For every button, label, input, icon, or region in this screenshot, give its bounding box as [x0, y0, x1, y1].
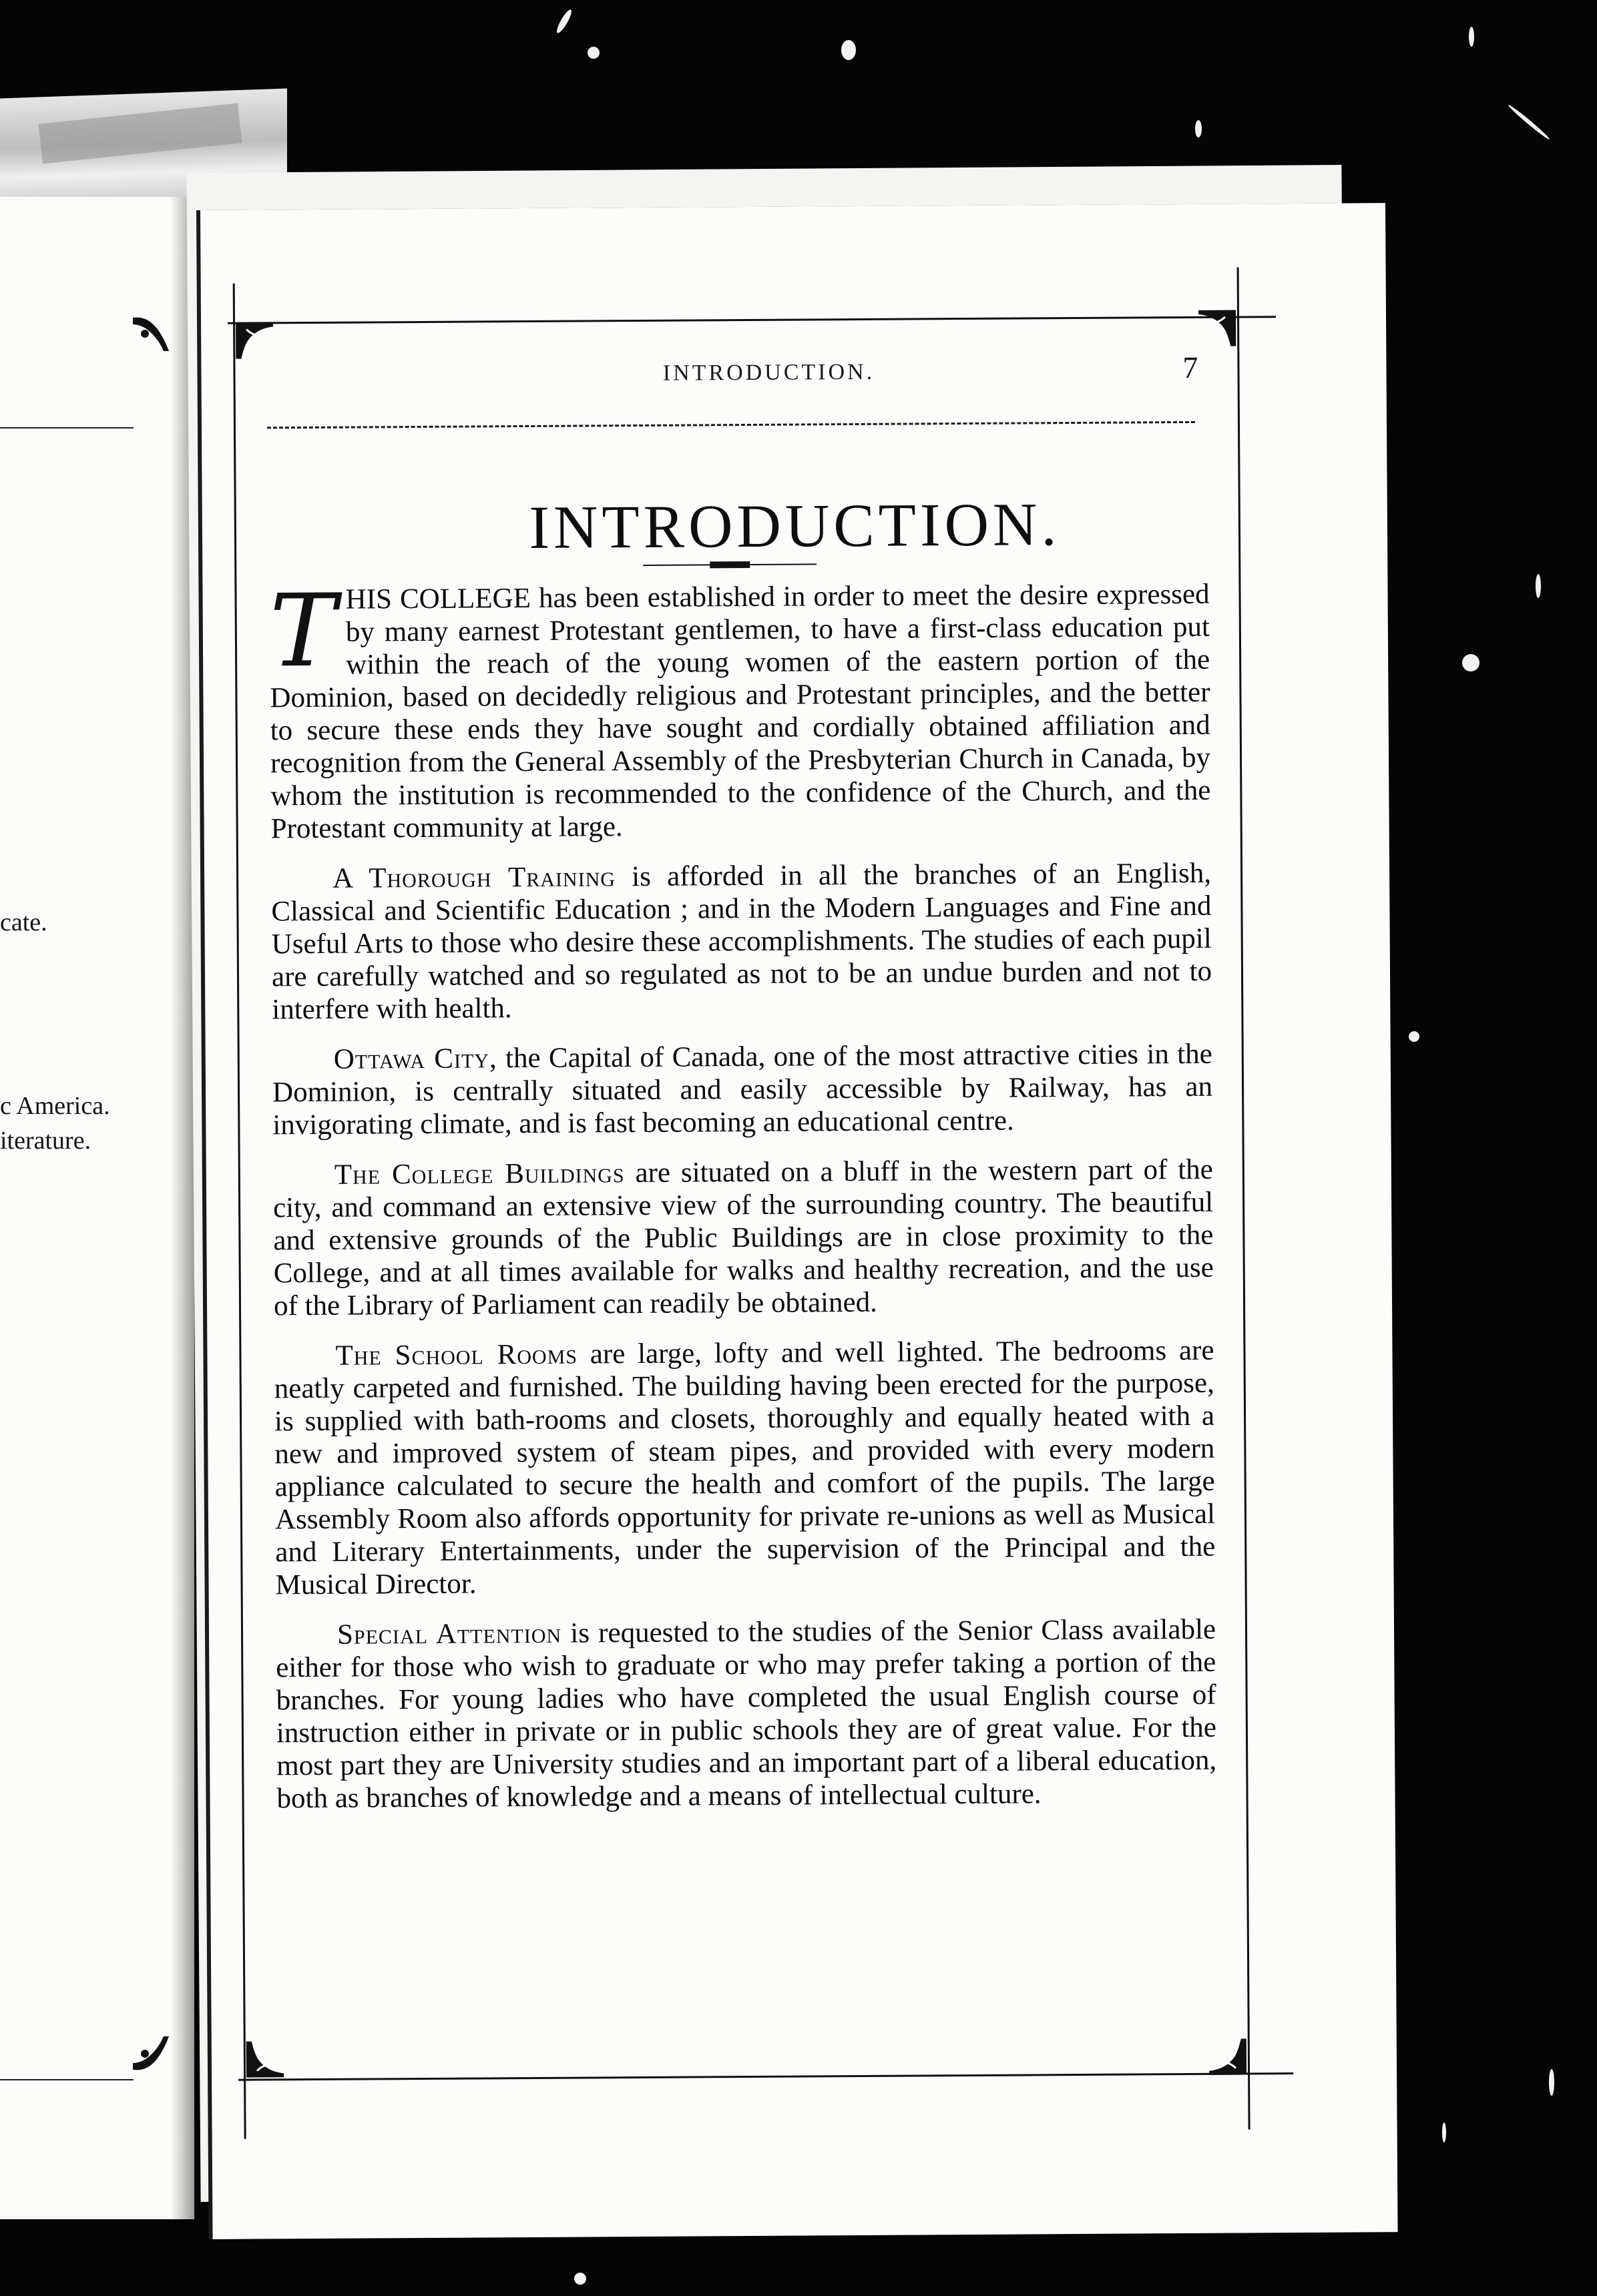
left-corner-ornament-icon — [130, 314, 172, 355]
chapter-title: INTRODUCTION. — [529, 490, 1061, 562]
page-number: 7 — [1182, 350, 1198, 385]
paragraph-text: are large, lofty and well lighted. The bedrooms are neatly carpeted and furnished. The building having been erected for the purpose, is supplied with bath-rooms and closets, thoroughly and equally heated with a new and improved system of steam pipes, and provided with every modern appliance calculated to secure the health and comfort of the pupils. The large Assembly Room also affords opportunity for private re-unions as well as Musical and Literary Entertainments, under the supervision of the Principal and the Musical Director. — [274, 1334, 1216, 1601]
left-facing-page — [0, 197, 186, 2219]
paragraph-text: is requested to the studies of the Senior Class available either for those who wish to graduate or who may prefer taking a portion of the branches. For young ladies who have completed the usual English course of instruction either in private or in public schools they are of great value. For the most part they are University studies and an important part of a liberal education, both as branches of knowledge and a means of intellectual culture. — [276, 1613, 1217, 1815]
left-fragment-3: iterature. — [0, 1127, 91, 1155]
paragraph-1 — [269, 573, 1211, 846]
corner-ornament-top-left-icon — [234, 320, 276, 361]
left-fragment-1: cate. — [0, 908, 47, 936]
paragraph-2 — [271, 857, 1212, 1027]
paragraph-lead: A Thorough Training — [332, 861, 616, 894]
book-page — [200, 203, 1398, 2239]
paragraph-text: the Capital of Canada, one of the most attractive cities in the Dominion, is centrally situated and easily accessible by Railway, has an invigorating climate, and is fast becoming an educational centre. — [272, 1038, 1213, 1141]
title-ornament-rule-icon — [643, 560, 817, 569]
left-corner-ornament-bottom-icon — [130, 2032, 172, 2074]
paragraph-lead: The College Buildings — [334, 1157, 625, 1191]
paragraph-4 — [273, 1153, 1214, 1323]
paragraph-lead: Special Attention — [336, 1617, 562, 1651]
paragraph-3 — [272, 1038, 1213, 1142]
paragraph-lead: Ottawa City, — [333, 1043, 497, 1075]
body-text — [269, 573, 1217, 1833]
left-page-bottom-rule — [0, 2079, 134, 2080]
left-fragment-2: c America. — [0, 1092, 110, 1120]
running-head: INTRODUCTION. — [662, 359, 875, 386]
drop-cap: T — [269, 573, 337, 690]
frame-bottom — [238, 2072, 1293, 2081]
paragraph-lead: The School Rooms — [335, 1338, 578, 1372]
corner-ornament-top-right-icon — [1196, 308, 1237, 349]
paragraph-6 — [276, 1613, 1217, 1815]
paragraph-text: has been established in order to meet the desire expressed by many earnest Protestant gentlemen, to have a first-class education put within the reach of the young women of the eastern portion of the Dominion, based on decidedly religious and Protestant principles, and the better to secure these ends they have sought and cordially obtained affiliation and recognition from the General Assembly of the Presbyterian Church in Canada, by whom the institution is recommended to the confidence of the Church, and the Protestant community at large. — [270, 578, 1211, 845]
header-rule — [267, 421, 1195, 428]
paragraph-lead: HIS COLLEGE — [345, 582, 531, 615]
paragraph-5 — [274, 1334, 1215, 1602]
corner-ornament-bottom-right-icon — [1206, 2036, 1248, 2077]
left-page-rule — [0, 427, 134, 428]
corner-ornament-bottom-left-icon — [245, 2038, 286, 2080]
paragraph-text: is afforded in all the branches of an English, Classical and Scientific Education ; and in the Modern Languages and Fine and Useful Arts to those who desire these accomplishments. The studies of each pupil are carefully watched and so regulated as not to be an undue burden and not to interfere with health. — [271, 857, 1212, 1026]
paragraph-text: are situated on a bluff in the western part of the city, and command an extensive view of the surrounding country. The beautiful and extensive grounds of the Public Buildings are in close proximity to the College, and at all times available for walks and healthy recreation, and the use of the Library of Parliament can readily be obtained. — [272, 1153, 1214, 1322]
frame-top — [228, 316, 1276, 324]
